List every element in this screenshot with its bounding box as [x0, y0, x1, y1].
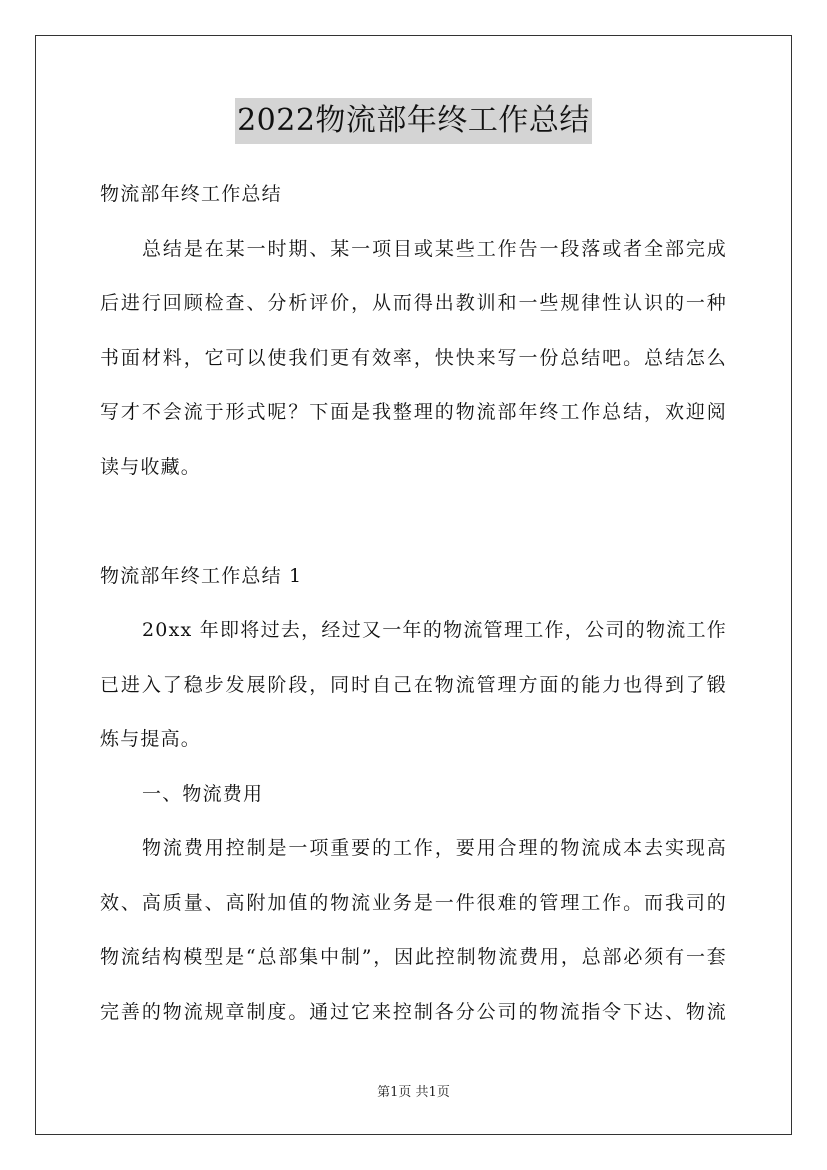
para1-line-1: 20xx 年即将过去，经过又一年的物流管理工作，公司的物流工作	[142, 619, 727, 641]
document-body	[100, 172, 727, 1044]
intro-line-5: 读与收藏。	[100, 455, 202, 478]
para2-line-4: 完善的物流规章制度。通过它来控制各分公司的物流指令下达、物流	[100, 1000, 727, 1023]
section-heading: 物流部年终工作总结	[100, 183, 282, 205]
para2-line-3: 物流结构模型是“总部集中制”，因此控制物流费用，总部必须有一套	[100, 946, 727, 968]
para2-line-1: 物流费用控制是一项重要的工作，要用合理的物流成本去实现高	[142, 837, 727, 859]
intro-line-4: 写才不会流于形式呢？下面是我整理的物流部年终工作总结，欢迎阅	[100, 401, 727, 423]
document-title: 2022物流部年终工作总结	[235, 98, 592, 144]
subsection-heading: 物流部年终工作总结 1	[100, 564, 303, 587]
title-container	[0, 98, 827, 144]
para1-line-3: 炼与提高。	[100, 728, 202, 750]
section-title-expenses: 一、物流费用	[142, 782, 264, 805]
blank-line	[100, 499, 727, 554]
intro-line-1: 总结是在某一时期、某一项目或某些工作告一段落或者全部完成	[142, 237, 727, 260]
intro-line-3: 书面材料，它可以使我们更有效率，快快来写一份总结吧。总结怎么	[100, 346, 727, 369]
intro-line-2: 后进行回顾检查、分析评价，从而得出教训和一些规律性认识的一种	[100, 292, 727, 314]
para2-line-2: 效、高质量、高附加值的物流业务是一件很难的管理工作。而我司的	[100, 891, 727, 914]
page-footer: 第1页 共1页	[377, 1085, 450, 1100]
para1-line-2: 已进入了稳步发展阶段，同时自己在物流管理方面的能力也得到了锻	[100, 673, 727, 696]
